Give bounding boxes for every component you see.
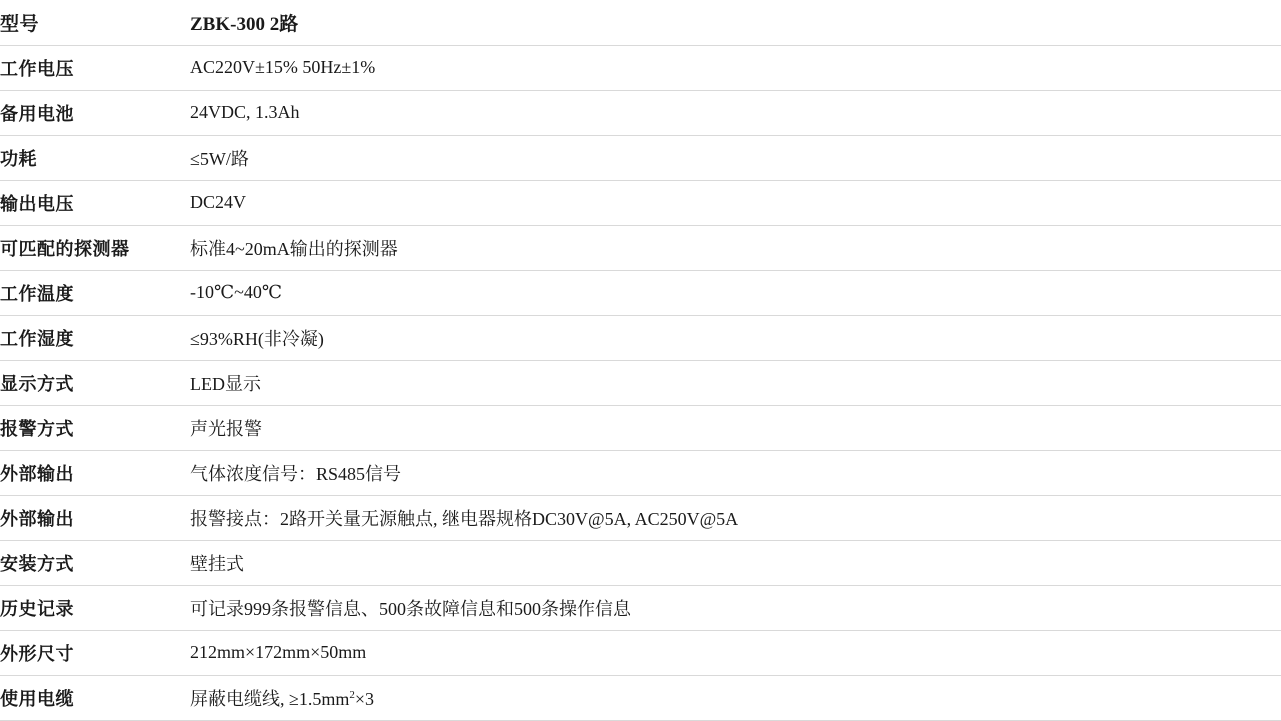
table-row — [0, 90, 1281, 135]
spec-label: 显示方式 — [0, 360, 190, 405]
spec-label: 工作电压 — [0, 45, 190, 90]
spec-label: 工作温度 — [0, 270, 190, 315]
spec-value: 报警接点：2路开关量无源触点, 继电器规格DC30V@5A, AC250V@5A — [190, 495, 1281, 540]
table-row — [0, 360, 1281, 405]
table-row — [0, 630, 1281, 675]
spec-value: 24VDC, 1.3Ah — [190, 90, 1281, 135]
spec-label: 外部输出 — [0, 450, 190, 495]
spec-label: 安装方式 — [0, 540, 190, 585]
spec-value: LED显示 — [190, 360, 1281, 405]
spec-value: DC24V — [190, 180, 1281, 225]
table-row — [0, 675, 1281, 720]
table-row — [0, 225, 1281, 270]
spec-label: 使用电缆 — [0, 675, 190, 720]
spec-value: ≤93%RH(非冷凝) — [190, 315, 1281, 360]
spec-value: 212mm×172mm×50mm — [190, 630, 1281, 675]
spec-value: 标准4~20mA输出的探测器 — [190, 225, 1281, 270]
table-row — [0, 270, 1281, 315]
spec-value: -10℃~40℃ — [190, 270, 1281, 315]
table-row — [0, 540, 1281, 585]
spec-value: 壁挂式 — [190, 540, 1281, 585]
table-row — [0, 315, 1281, 360]
table-row — [0, 0, 1281, 45]
spec-label: 外部输出 — [0, 495, 190, 540]
spec-label: 可匹配的探测器 — [0, 225, 190, 270]
spec-label: 外形尺寸 — [0, 630, 190, 675]
table-row — [0, 180, 1281, 225]
table-row — [0, 135, 1281, 180]
table-row — [0, 450, 1281, 495]
spec-label: 历史记录 — [0, 585, 190, 630]
spec-value: AC220V±15% 50Hz±1% — [190, 45, 1281, 90]
spec-label: 报警方式 — [0, 405, 190, 450]
table-row — [0, 495, 1281, 540]
table-row — [0, 585, 1281, 630]
spec-value: 气体浓度信号：RS485信号 — [190, 450, 1281, 495]
spec-label: 功耗 — [0, 135, 190, 180]
table-row — [0, 405, 1281, 450]
spec-value: 屏蔽电缆线, $\ge 1.5mm^2\times 3$ — [190, 675, 1281, 720]
spec-value: ZBK-300 2路 — [190, 0, 1281, 45]
spec-label: 工作湿度 — [0, 315, 190, 360]
spec-value: 声光报警 — [190, 405, 1281, 450]
spec-value: 可记录999条报警信息、500条故障信息和500条操作信息 — [190, 585, 1281, 630]
spec-label: 输出电压 — [0, 180, 190, 225]
table-row — [0, 45, 1281, 90]
spec-label: 型号 — [0, 0, 190, 45]
spec-value: ≤5W/路 — [190, 135, 1281, 180]
spec-label: 备用电池 — [0, 90, 190, 135]
